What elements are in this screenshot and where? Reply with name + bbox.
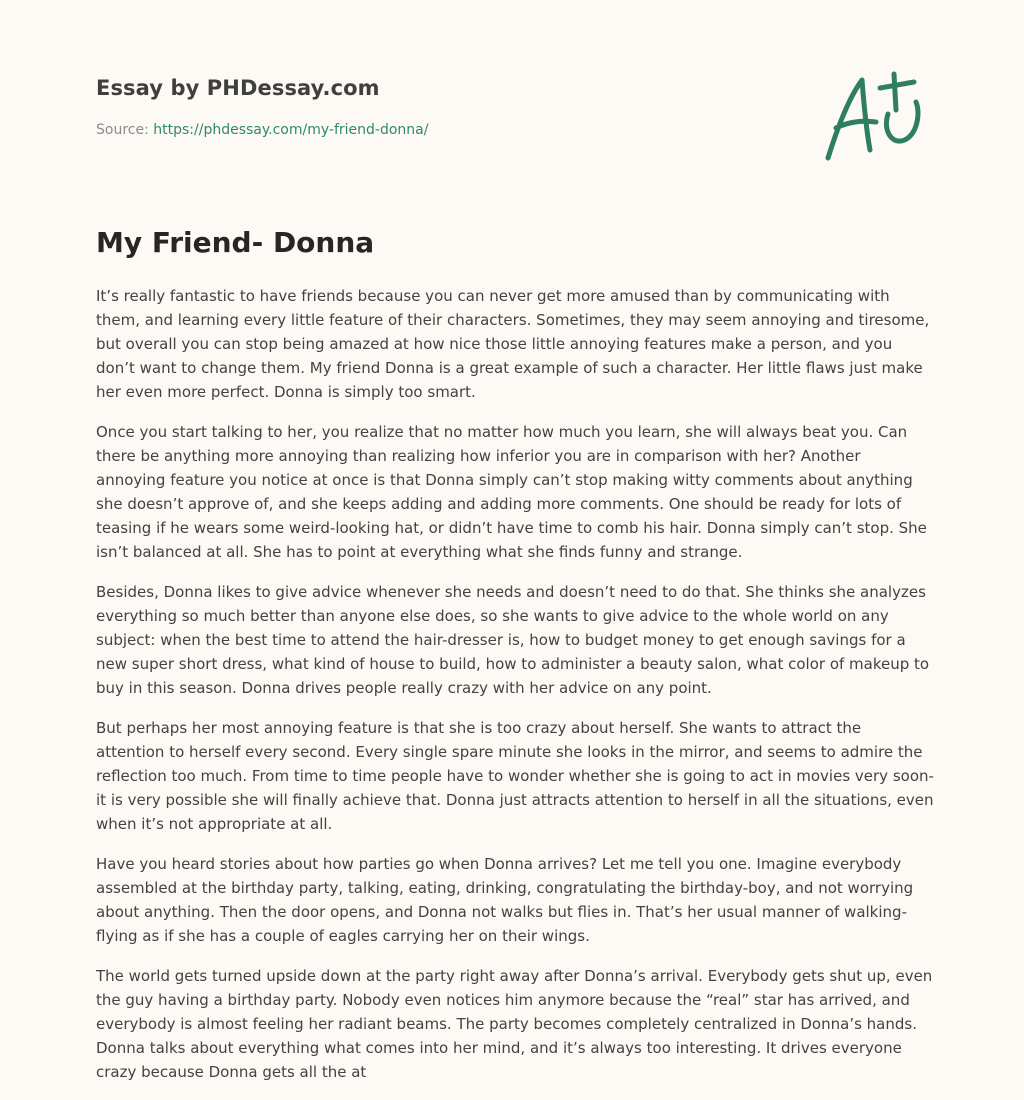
essay-body — [96, 284, 934, 1100]
essay-paragraph: Have you heard stories about how parties go when Donna arrives? Let me tell you one. Imagine everybody assembled at the birthday party, talking, eating, drinking, congratulating the birthday-boy, and not worrying about anything. Then the door opens, and Donna not walks but flies in. That’s her usual manner of walking- flying as if she has a couple of eagles carrying her on their wings. — [96, 855, 914, 945]
essay-title: My Friend- Donna — [96, 226, 375, 259]
site-title: Essay by PHDessay.com — [96, 76, 380, 100]
essay-paragraph: Besides, Donna likes to give advice whenever she needs and doesn’t need to do that. She thinks she analyzes everything so much better than anyone else does, so she wants to give advice to the whole world on any subject: when the best time to attend the hair-dresser is, how to budget money to get enough savings for a new super short dress, what kind of house to build, how to administer a beauty salon, what color of makeup to buy in this season. Donna drives people really crazy with her advice on any point. — [96, 583, 930, 697]
essay-paragraph: It’s really fantastic to have friends because you can never get more amused than by communicating with them, and learning every little feature of their characters. Sometimes, they may seem annoying and tiresome, but overall you can stop being amazed at how nice those little annoying features make a person, and you don’t want to change them. My friend Donna is a great example of such a character. Her little flaws just make her even more perfect. Donna is simply too smart. — [96, 287, 930, 401]
source-link[interactable]: https://phdessay.com/my-friend-donna/ — [153, 122, 429, 138]
source-label: Source: — [96, 122, 149, 138]
essay-paragraph: The world gets turned upside down at the party right away after Donna’s arrival. Everybody gets shut up, even the guy having a birthday party. Nobody even notices him anymore because the “real” star has arrived, and everybody is almost feeling her radiant beams. The party becomes completely centralized in Donna’s hands. Donna talks about everything what comes into her mind, and it’s always too interesting. It drives everyone crazy because Donna gets all the at — [96, 967, 933, 1081]
a-plus-grade-logo — [818, 66, 930, 168]
essay-paragraph: Once you start talking to her, you realize that no matter how much you learn, she will always beat you. Can there be anything more annoying than realizing how inferior you are in comparison with her? Another annoying feature you notice at once is that Donna simply can’t stop making witty comments about anything she doesn’t approve of, and she keeps adding and adding more comments. One should be ready for lots of teasing if he wears some weird-looking hat, or didn’t have time to comb his hair. Donna simply can’t stop. She isn’t balanced at all. She has to point at everything what she finds funny and strange. — [96, 423, 927, 561]
source-line — [96, 122, 796, 138]
essay-paragraph: But perhaps her most annoying feature is that she is too crazy about herself. She wants to attract the attention to herself every second. Every single spare minute she looks in the mirror, and seems to admire the reflection too much. From time to time people have to wonder whether she is going to act in movies very soon- it is very possible she will finally achieve that. Donna just attracts attention to herself in all the situations, even when it’s not appropriate at all. — [96, 719, 934, 833]
site-header — [96, 76, 796, 138]
